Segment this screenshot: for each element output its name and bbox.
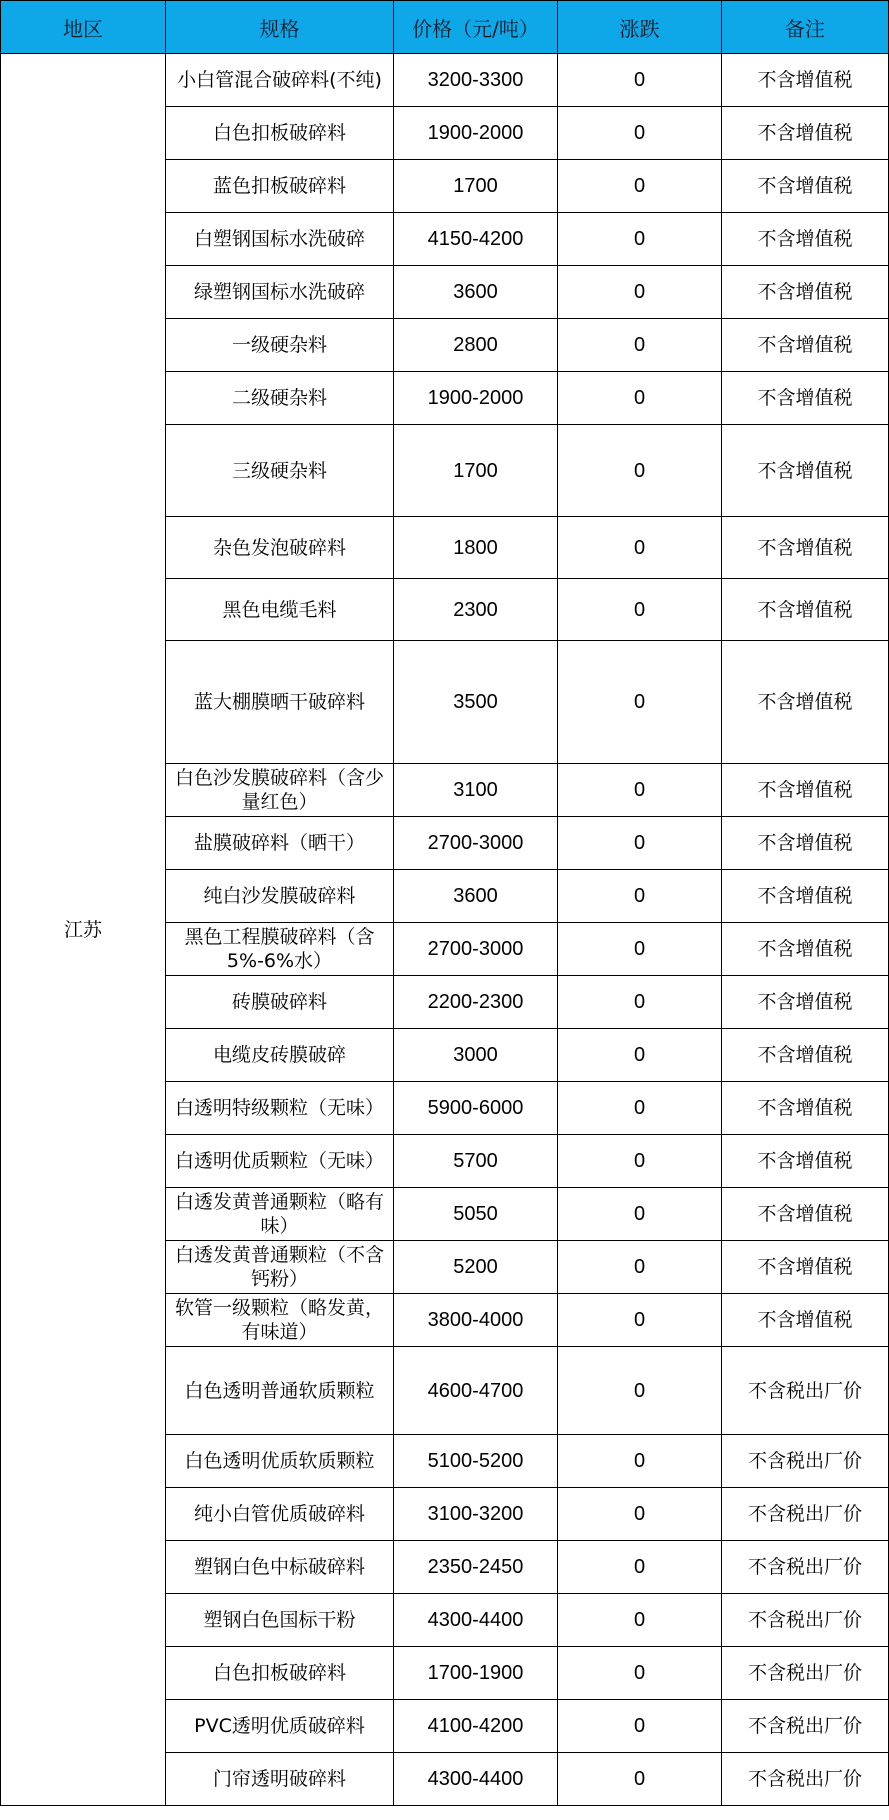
spec-cell: 白透发黄普通颗粒（不含钙粉） bbox=[166, 1241, 394, 1294]
change-cell: 0 bbox=[558, 1135, 722, 1188]
change-cell: 0 bbox=[558, 1347, 722, 1435]
price-cell: 4300-4400 bbox=[394, 1594, 558, 1647]
change-cell: 0 bbox=[558, 266, 722, 319]
header-note: 备注 bbox=[722, 1, 889, 54]
note-cell: 不含税出厂价 bbox=[722, 1647, 889, 1700]
spec-cell: 纯小白管优质破碎料 bbox=[166, 1488, 394, 1541]
note-cell: 不含增值税 bbox=[722, 1241, 889, 1294]
spec-cell: 白色透明优质软质颗粒 bbox=[166, 1435, 394, 1488]
price-cell: 2350-2450 bbox=[394, 1541, 558, 1594]
note-cell: 不含增值税 bbox=[722, 319, 889, 372]
change-cell: 0 bbox=[558, 425, 722, 517]
change-cell: 0 bbox=[558, 319, 722, 372]
header-price: 价格（元/吨） bbox=[394, 1, 558, 54]
change-cell: 0 bbox=[558, 1700, 722, 1753]
spec-cell: 黑色电缆毛料 bbox=[166, 579, 394, 641]
spec-cell: 小白管混合破碎料(不纯) bbox=[166, 54, 394, 107]
note-cell: 不含增值税 bbox=[722, 1029, 889, 1082]
spec-cell: 白色扣板破碎料 bbox=[166, 1647, 394, 1700]
spec-cell: 白透明优质颗粒（无味） bbox=[166, 1135, 394, 1188]
header-region: 地区 bbox=[1, 1, 166, 54]
price-cell: 2200-2300 bbox=[394, 976, 558, 1029]
spec-cell: 白透发黄普通颗粒（略有味） bbox=[166, 1188, 394, 1241]
change-cell: 0 bbox=[558, 1082, 722, 1135]
price-cell: 2700-3000 bbox=[394, 817, 558, 870]
spec-cell: 软管一级颗粒（略发黄，有味道） bbox=[166, 1294, 394, 1347]
note-cell: 不含增值税 bbox=[722, 266, 889, 319]
price-cell: 2800 bbox=[394, 319, 558, 372]
price-cell: 1700 bbox=[394, 160, 558, 213]
spec-cell: 黑色工程膜破碎料（含5%-6%水） bbox=[166, 923, 394, 976]
note-cell: 不含增值税 bbox=[722, 817, 889, 870]
note-cell: 不含税出厂价 bbox=[722, 1700, 889, 1753]
change-cell: 0 bbox=[558, 1188, 722, 1241]
note-cell: 不含增值税 bbox=[722, 923, 889, 976]
spec-cell: 白色扣板破碎料 bbox=[166, 107, 394, 160]
region-cell: 江苏 bbox=[1, 54, 166, 1806]
change-cell: 0 bbox=[558, 817, 722, 870]
spec-cell: PVC透明优质破碎料 bbox=[166, 1700, 394, 1753]
note-cell: 不含税出厂价 bbox=[722, 1541, 889, 1594]
note-cell: 不含税出厂价 bbox=[722, 1488, 889, 1541]
price-cell: 1900-2000 bbox=[394, 107, 558, 160]
change-cell: 0 bbox=[558, 160, 722, 213]
price-cell: 1900-2000 bbox=[394, 372, 558, 425]
note-cell: 不含税出厂价 bbox=[722, 1594, 889, 1647]
change-cell: 0 bbox=[558, 641, 722, 764]
price-cell: 4150-4200 bbox=[394, 213, 558, 266]
spec-cell: 盐膜破碎料（晒干） bbox=[166, 817, 394, 870]
change-cell: 0 bbox=[558, 1541, 722, 1594]
change-cell: 0 bbox=[558, 1241, 722, 1294]
spec-cell: 白塑钢国标水洗破碎 bbox=[166, 213, 394, 266]
note-cell: 不含增值税 bbox=[722, 425, 889, 517]
change-cell: 0 bbox=[558, 107, 722, 160]
spec-cell: 砖膜破碎料 bbox=[166, 976, 394, 1029]
note-cell: 不含增值税 bbox=[722, 870, 889, 923]
change-cell: 0 bbox=[558, 870, 722, 923]
note-cell: 不含增值税 bbox=[722, 764, 889, 817]
spec-cell: 纯白沙发膜破碎料 bbox=[166, 870, 394, 923]
change-cell: 0 bbox=[558, 1647, 722, 1700]
price-cell: 2700-3000 bbox=[394, 923, 558, 976]
spec-cell: 三级硬杂料 bbox=[166, 425, 394, 517]
spec-cell: 二级硬杂料 bbox=[166, 372, 394, 425]
change-cell: 0 bbox=[558, 764, 722, 817]
change-cell: 0 bbox=[558, 517, 722, 579]
price-cell: 5200 bbox=[394, 1241, 558, 1294]
price-cell: 5700 bbox=[394, 1135, 558, 1188]
note-cell: 不含增值税 bbox=[722, 160, 889, 213]
change-cell: 0 bbox=[558, 54, 722, 107]
table-body bbox=[1, 54, 889, 1806]
note-cell: 不含增值税 bbox=[722, 1135, 889, 1188]
note-cell: 不含税出厂价 bbox=[722, 1347, 889, 1435]
header-change: 涨跌 bbox=[558, 1, 722, 54]
spec-cell: 白色沙发膜破碎料（含少量红色） bbox=[166, 764, 394, 817]
price-cell: 3600 bbox=[394, 266, 558, 319]
price-cell: 4100-4200 bbox=[394, 1700, 558, 1753]
spec-cell: 蓝大棚膜晒干破碎料 bbox=[166, 641, 394, 764]
note-cell: 不含增值税 bbox=[722, 579, 889, 641]
price-cell: 3200-3300 bbox=[394, 54, 558, 107]
price-cell: 3500 bbox=[394, 641, 558, 764]
spec-cell: 塑钢白色国标干粉 bbox=[166, 1594, 394, 1647]
spec-cell: 白透明特级颗粒（无味） bbox=[166, 1082, 394, 1135]
spec-cell: 杂色发泡破碎料 bbox=[166, 517, 394, 579]
change-cell: 0 bbox=[558, 1488, 722, 1541]
note-cell: 不含增值税 bbox=[722, 641, 889, 764]
note-cell: 不含增值税 bbox=[722, 372, 889, 425]
note-cell: 不含增值税 bbox=[722, 1188, 889, 1241]
note-cell: 不含税出厂价 bbox=[722, 1435, 889, 1488]
change-cell: 0 bbox=[558, 579, 722, 641]
price-cell: 3100-3200 bbox=[394, 1488, 558, 1541]
spec-cell: 蓝色扣板破碎料 bbox=[166, 160, 394, 213]
spec-cell: 塑钢白色中标破碎料 bbox=[166, 1541, 394, 1594]
price-cell: 4600-4700 bbox=[394, 1347, 558, 1435]
change-cell: 0 bbox=[558, 923, 722, 976]
price-cell: 1800 bbox=[394, 517, 558, 579]
change-cell: 0 bbox=[558, 1753, 722, 1806]
price-cell: 5900-6000 bbox=[394, 1082, 558, 1135]
header-row bbox=[1, 1, 889, 54]
change-cell: 0 bbox=[558, 976, 722, 1029]
note-cell: 不含增值税 bbox=[722, 213, 889, 266]
header-spec: 规格 bbox=[166, 1, 394, 54]
spec-cell: 白色透明普通软质颗粒 bbox=[166, 1347, 394, 1435]
note-cell: 不含增值税 bbox=[722, 107, 889, 160]
note-cell: 不含增值税 bbox=[722, 1082, 889, 1135]
note-cell: 不含增值税 bbox=[722, 517, 889, 579]
change-cell: 0 bbox=[558, 1029, 722, 1082]
change-cell: 0 bbox=[558, 1294, 722, 1347]
note-cell: 不含增值税 bbox=[722, 54, 889, 107]
price-cell: 2300 bbox=[394, 579, 558, 641]
spec-cell: 绿塑钢国标水洗破碎 bbox=[166, 266, 394, 319]
price-cell: 3000 bbox=[394, 1029, 558, 1082]
note-cell: 不含增值税 bbox=[722, 1294, 889, 1347]
note-cell: 不含增值税 bbox=[722, 976, 889, 1029]
price-cell: 3800-4000 bbox=[394, 1294, 558, 1347]
spec-cell: 电缆皮砖膜破碎 bbox=[166, 1029, 394, 1082]
price-cell: 3600 bbox=[394, 870, 558, 923]
price-cell: 1700-1900 bbox=[394, 1647, 558, 1700]
price-cell: 1700 bbox=[394, 425, 558, 517]
change-cell: 0 bbox=[558, 1594, 722, 1647]
price-cell: 5100-5200 bbox=[394, 1435, 558, 1488]
spec-cell: 门帘透明破碎料 bbox=[166, 1753, 394, 1806]
price-cell: 5050 bbox=[394, 1188, 558, 1241]
change-cell: 0 bbox=[558, 213, 722, 266]
price-cell: 3100 bbox=[394, 764, 558, 817]
change-cell: 0 bbox=[558, 1435, 722, 1488]
spec-cell: 一级硬杂料 bbox=[166, 319, 394, 372]
note-cell: 不含税出厂价 bbox=[722, 1753, 889, 1806]
price-cell: 4300-4400 bbox=[394, 1753, 558, 1806]
table-row bbox=[1, 54, 889, 107]
change-cell: 0 bbox=[558, 372, 722, 425]
